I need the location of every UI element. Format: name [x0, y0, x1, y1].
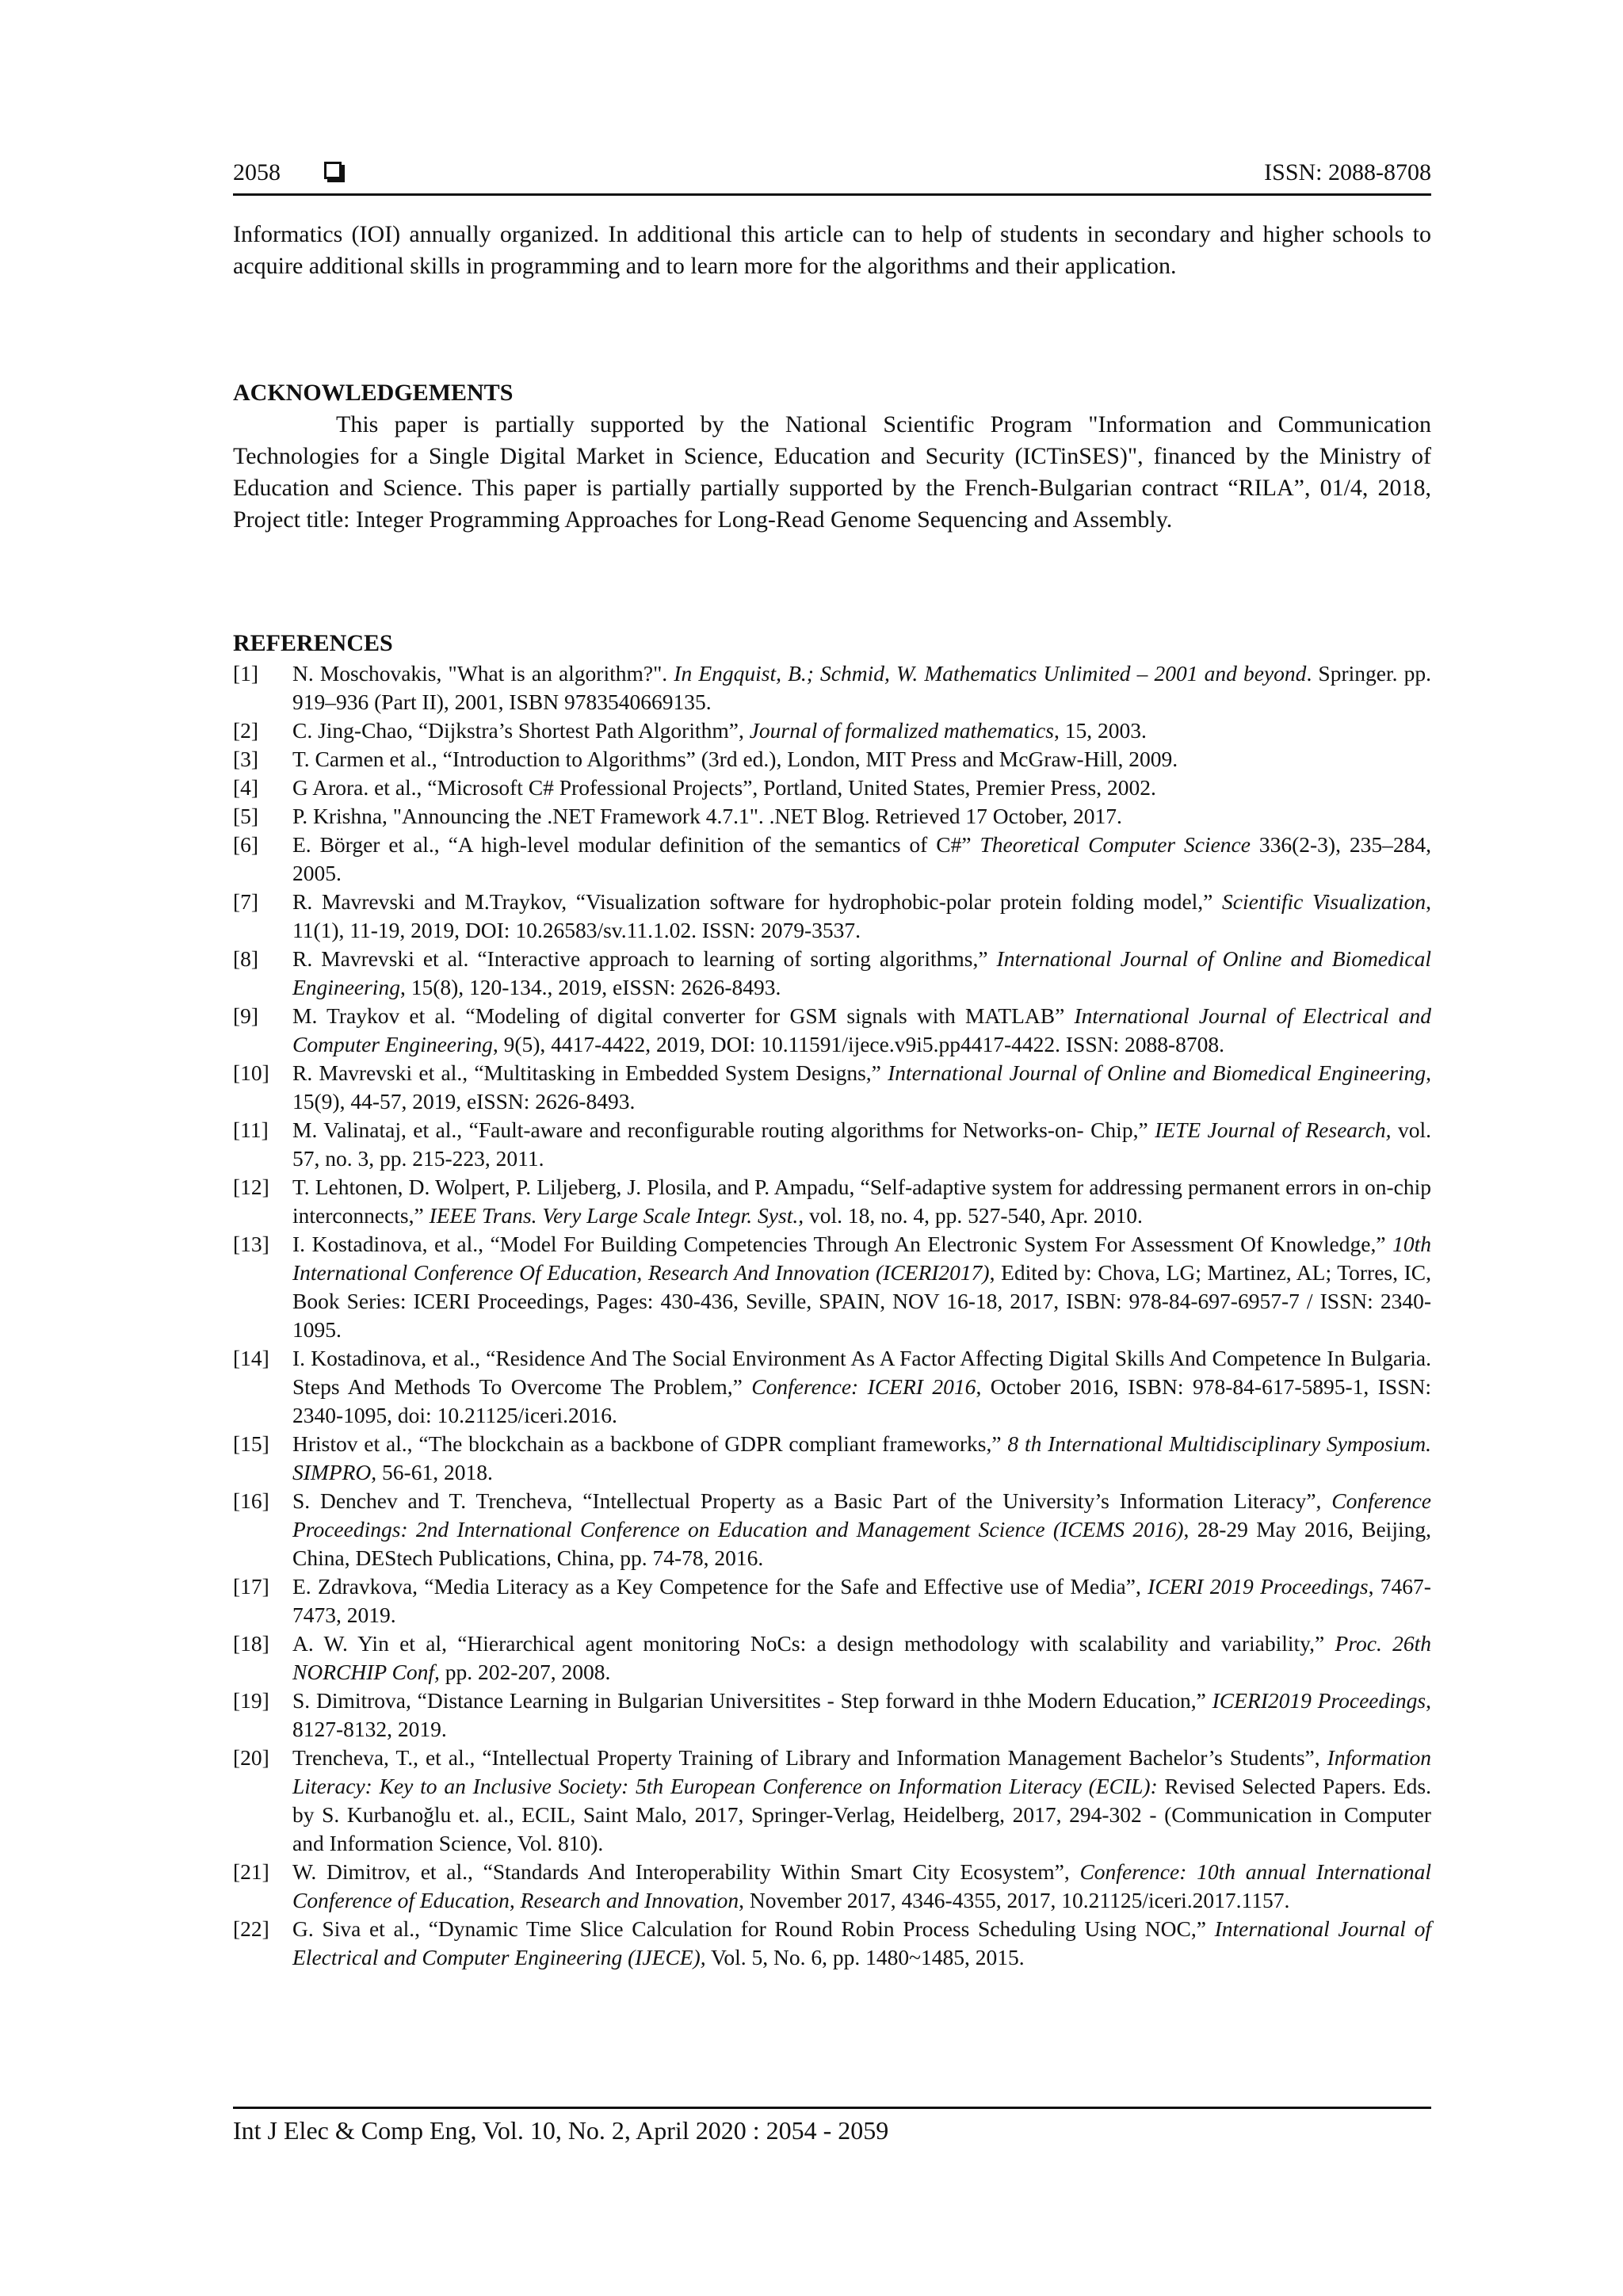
reference-item	[233, 831, 1431, 888]
reference-segment: A. W. Yin et al, “Hierarchical agent monitoring NoCs: a design methodology with scalability and variability,”	[292, 1631, 1335, 1656]
acknowledgements-heading: ACKNOWLEDGEMENTS	[233, 380, 514, 406]
reference-number: [13]	[233, 1232, 269, 1256]
reference-text	[292, 747, 1178, 771]
reference-source: ICERI2019 Proceedings	[1212, 1688, 1426, 1713]
reference-item	[233, 1116, 1431, 1173]
reference-item	[233, 1059, 1431, 1116]
reference-item	[233, 888, 1431, 945]
reference-text	[292, 1488, 1431, 1570]
reference-segment: , 28-29 May 2016, Beijing, China, DEStech Publications, China, pp. 74-78, 2016.	[292, 1517, 1431, 1570]
reference-segment: I. Kostadinova, et al., “Model For Building Competencies Through An Electronic System For Assessment Of Knowledge,”	[292, 1232, 1393, 1256]
reference-text	[292, 1859, 1431, 1912]
reference-text	[292, 1003, 1431, 1056]
reference-source: Theoretical Computer Science	[980, 832, 1251, 857]
reference-source: Information Literacy: Key to an Inclusive Society: 5th European Conference on Information Literacy (ECIL):	[292, 1745, 1431, 1798]
reference-source: ICERI 2019 Proceedings	[1148, 1574, 1369, 1599]
reference-segment: , 15, 2003.	[1053, 718, 1147, 743]
reference-segment: R. Mavrevski and M.Traykov, “Visualization software for hydrophobic-polar protein folding model,”	[292, 889, 1223, 914]
reference-number: [9]	[233, 1003, 259, 1028]
reference-segment: C. Jing-Chao, “Dijkstra’s Shortest Path Algorithm”,	[292, 718, 750, 743]
reference-item	[233, 716, 1431, 745]
reference-item	[233, 1430, 1431, 1487]
reference-source: Conference: 10th annual International Conference of Education, Research and Innovation	[292, 1859, 1432, 1912]
reference-segment: , Edited by: Chova, LG; Martinez, AL; Torres, IC, Book Series: ICERI Proceedings, Pages: 430-436, Seville, SPAIN, NOV 16-18, 2017, ISBN: 978-84-697-6957-7 / ISSN: 2340-1095.	[292, 1260, 1431, 1342]
reference-segment: M. Valinataj, et al., “Fault-aware and reconfigurable routing algorithms for Networks-on- Chip,”	[292, 1117, 1155, 1142]
reference-text	[292, 1688, 1431, 1741]
reference-segment: vol. 18, no. 4, pp. 527-540, Apr. 2010.	[804, 1203, 1143, 1228]
reference-segment: Vol. 5, No. 6, pp. 1480~1485, 2015.	[705, 1945, 1025, 1969]
reference-segment: R. Mavrevski et al. “Interactive approach to learning of sorting algorithms,”	[292, 946, 997, 971]
reference-number: [2]	[233, 718, 259, 743]
reference-text	[292, 718, 1147, 743]
reference-item	[233, 1230, 1431, 1344]
page-header	[233, 155, 1431, 190]
reference-number: [14]	[233, 1346, 269, 1370]
reference-number: [4]	[233, 775, 259, 800]
reference-item	[233, 1687, 1431, 1744]
reference-source: IEEE Trans. Very Large Scale Integr. Syst.,	[429, 1203, 804, 1228]
reference-number: [19]	[233, 1688, 269, 1713]
footer-rule	[233, 2107, 1431, 2109]
reference-text	[292, 1060, 1431, 1114]
reference-source: Conference Proceedings: 2nd International Conference on Education and Management Science (ICEMS 2016)	[292, 1488, 1431, 1541]
header-rule	[233, 193, 1431, 196]
references-list	[233, 659, 1431, 1972]
reference-source: Journal of formalized mathematics	[749, 718, 1054, 743]
reference-text	[292, 1745, 1431, 1855]
reference-segment: E. Zdravkova, “Media Literacy as a Key Competence for the Safe and Effective use of Media”,	[292, 1574, 1148, 1599]
reference-item	[233, 1173, 1431, 1230]
reference-segment: Trencheva, T., et al., “Intellectual Property Training of Library and Information Management Bachelor’s Students”,	[292, 1745, 1327, 1770]
reference-number: [11]	[233, 1117, 269, 1142]
reference-segment: , 9(5), 4417-4422, 2019, DOI: 10.11591/ijece.v9i5.pp4417-4422. ISSN: 2088-8708.	[492, 1032, 1225, 1056]
reference-text	[292, 804, 1122, 828]
reference-text	[292, 1431, 1431, 1484]
reference-item	[233, 1858, 1431, 1915]
reference-source: International Journal of Online and Biomedical Engineering	[292, 946, 1431, 999]
reference-text	[292, 832, 1431, 885]
reference-text	[292, 1631, 1431, 1684]
reference-source: 10th International Conference Of Education, Research And Innovation (ICERI2017)	[292, 1232, 1431, 1285]
reference-number: [3]	[233, 747, 259, 771]
reference-number: [21]	[233, 1859, 269, 1884]
reference-item	[233, 1915, 1431, 1972]
reference-item	[233, 1002, 1431, 1059]
page-footer: Int J Elec & Comp Eng, Vol. 10, No. 2, April 2020 : 2054 - 2059	[233, 2116, 889, 2145]
reference-number: [22]	[233, 1916, 269, 1941]
reference-segment: . Springer. pp. 919–936 (Part II), 2001, ISBN 9783540669135.	[292, 661, 1431, 714]
reference-text	[292, 946, 1431, 999]
reference-text	[292, 1117, 1431, 1171]
reference-segment: E. Börger et al., “A high-level modular definition of the semantics of C#”	[292, 832, 980, 857]
reference-text	[292, 1232, 1431, 1342]
reference-number: [8]	[233, 946, 259, 971]
reference-segment: P. Krishna, "Announcing the .NET Framework 4.7.1". .NET Blog. Retrieved 17 October, 2017.	[292, 804, 1122, 828]
reference-number: [20]	[233, 1745, 269, 1770]
reference-number: [1]	[233, 661, 259, 686]
reference-segment: , 7467-7473, 2019.	[292, 1574, 1431, 1627]
reference-source: International Journal of Electrical and Computer Engineering (IJECE),	[292, 1916, 1431, 1969]
reference-text	[292, 661, 1431, 714]
reference-text	[292, 889, 1431, 942]
reference-item	[233, 802, 1431, 831]
reference-text	[292, 1175, 1431, 1228]
reference-segment: 336(2-3), 235–284, 2005.	[292, 832, 1431, 885]
reference-item	[233, 945, 1431, 1002]
reference-segment: W. Dimitrov, et al., “Standards And Interoperability Within Smart City Ecosystem”,	[292, 1859, 1080, 1884]
reference-segment: vol. 57, no. 3, pp. 215-223, 2011.	[292, 1117, 1431, 1171]
reference-segment: I. Kostadinova, et al., “Residence And The Social Environment As A Factor Affecting Digital Skills And Competence In Bulgaria. Steps And Methods To Overcome The Problem,”	[292, 1346, 1431, 1399]
reference-item	[233, 1344, 1431, 1430]
reference-segment: , 11(1), 11-19, 2019, DOI: 10.26583/sv.11.1.02. ISSN: 2079-3537.	[292, 889, 1431, 942]
reference-text	[292, 1574, 1431, 1627]
reference-number: [10]	[233, 1060, 269, 1085]
reference-item	[233, 1487, 1431, 1572]
reference-segment: , 15(8), 120-134., 2019, eISSN: 2626-8493.	[399, 975, 781, 999]
reference-item	[233, 774, 1431, 802]
reference-text	[292, 775, 1156, 800]
reference-number: [6]	[233, 832, 259, 857]
reference-segment: G Arora. et al., “Microsoft C# Professional Projects”, Portland, United States, Premier Press, 2002.	[292, 775, 1156, 800]
reference-number: [16]	[233, 1488, 269, 1513]
reference-item	[233, 659, 1431, 716]
reference-number: [5]	[233, 804, 259, 828]
reference-number: [15]	[233, 1431, 269, 1456]
reference-segment: S. Denchev and T. Trencheva, “Intellectual Property as a Basic Part of the University’s Information Literacy”,	[292, 1488, 1332, 1513]
reference-source: In Engquist, B.; Schmid, W. Mathematics Unlimited – 2001 and beyond	[674, 661, 1307, 686]
page-number: 2058	[233, 159, 281, 185]
issn-label: ISSN: 2088-8708	[1264, 159, 1431, 185]
reference-segment: , October 2016, ISBN: 978-84-617-5895-1, ISSN: 2340-1095, doi: 10.21125/iceri.2016.	[292, 1374, 1431, 1427]
reference-item	[233, 1744, 1431, 1858]
reference-number: [18]	[233, 1631, 269, 1656]
reference-segment: Hristov et al., “The blockchain as a backbone of GDPR compliant frameworks,”	[292, 1431, 1008, 1456]
reference-item	[233, 1572, 1431, 1629]
reference-number: [17]	[233, 1574, 269, 1599]
reference-source: International Journal of Electrical and Computer Engineering	[292, 1003, 1431, 1056]
references-heading: REFERENCES	[233, 630, 393, 656]
reference-source: Conference: ICERI 2016	[751, 1374, 976, 1399]
reference-text	[292, 1346, 1431, 1427]
acknowledgements-paragraph: This paper is partially supported by the National Scientific Program "Information and Communication Technologies for a Single Digital Market in Science, Education and Security (ICTinSES)", financed by the Ministry of Education and Science. This paper is partially partially supported by the French-Bulgarian contract “RILA”, 01/4, 2018, Project title: Integer Programming Approaches for Long-Read Genome Sequencing and Assembly.	[233, 411, 1431, 533]
reference-segment: 56-61, 2018.	[376, 1460, 493, 1484]
reference-segment: T. Carmen et al., “Introduction to Algorithms” (3rd ed.), London, MIT Press and McGraw-Hill, 2009.	[292, 747, 1178, 771]
reference-segment: N. Moschovakis, "What is an algorithm?".	[292, 661, 674, 686]
reference-segment: Revised Selected Papers. Eds. by S. Kurbanoğlu et. al., ECIL, Saint Malo, 2017, Springer-Verlag, Heidelberg, 2017, 294-302 - (Communication in Computer and Information Science, Vol. 810).	[292, 1774, 1431, 1855]
reference-number: [12]	[233, 1175, 269, 1199]
reference-segment: T. Lehtonen, D. Wolpert, P. Liljeberg, J. Plosila, and P. Ampadu, “Self-adaptive system for addressing permanent errors in on-chip interconnects,”	[292, 1175, 1431, 1228]
reference-source: Proc. 26th NORCHIP Conf,	[292, 1631, 1431, 1684]
reference-source: International Journal of Online and Biomedical Engineering	[888, 1060, 1426, 1085]
reference-text	[292, 1916, 1431, 1969]
reference-source: 8 th International Multidisciplinary Symposium. SIMPRO,	[292, 1431, 1431, 1484]
reference-segment: , 15(9), 44-57, 2019, eISSN: 2626-8493.	[292, 1060, 1431, 1114]
reference-segment: pp. 202-207, 2008.	[439, 1660, 611, 1684]
reference-segment: , 8127-8132, 2019.	[292, 1688, 1431, 1741]
reference-number: [7]	[233, 889, 259, 914]
reference-segment: M. Traykov et al. “Modeling of digital converter for GSM signals with MATLAB”	[292, 1003, 1075, 1028]
intro-paragraph: Informatics (IOI) annually organized. In additional this article can to help of students in secondary and higher schools to acquire additional skills in programming and to learn more for the algorithms and their application.	[233, 221, 1431, 279]
reference-segment: G. Siva et al., “Dynamic Time Slice Calculation for Round Robin Process Scheduling Using NOC,”	[292, 1916, 1215, 1941]
reference-item	[233, 1629, 1431, 1687]
reference-source: IETE Journal of Research,	[1155, 1117, 1392, 1142]
reference-segment: R. Mavrevski et al., “Multitasking in Embedded System Designs,”	[292, 1060, 888, 1085]
reference-item	[233, 745, 1431, 774]
reference-source: Scientific Visualization	[1222, 889, 1426, 914]
reference-segment: S. Dimitrova, “Distance Learning in Bulgarian Universitites - Step forward in thhe Modern Education,”	[292, 1688, 1212, 1713]
square-bullet-icon	[324, 162, 342, 179]
reference-segment: , November 2017, 4346-4355, 2017, 10.21125/iceri.2017.1157.	[739, 1888, 1290, 1912]
